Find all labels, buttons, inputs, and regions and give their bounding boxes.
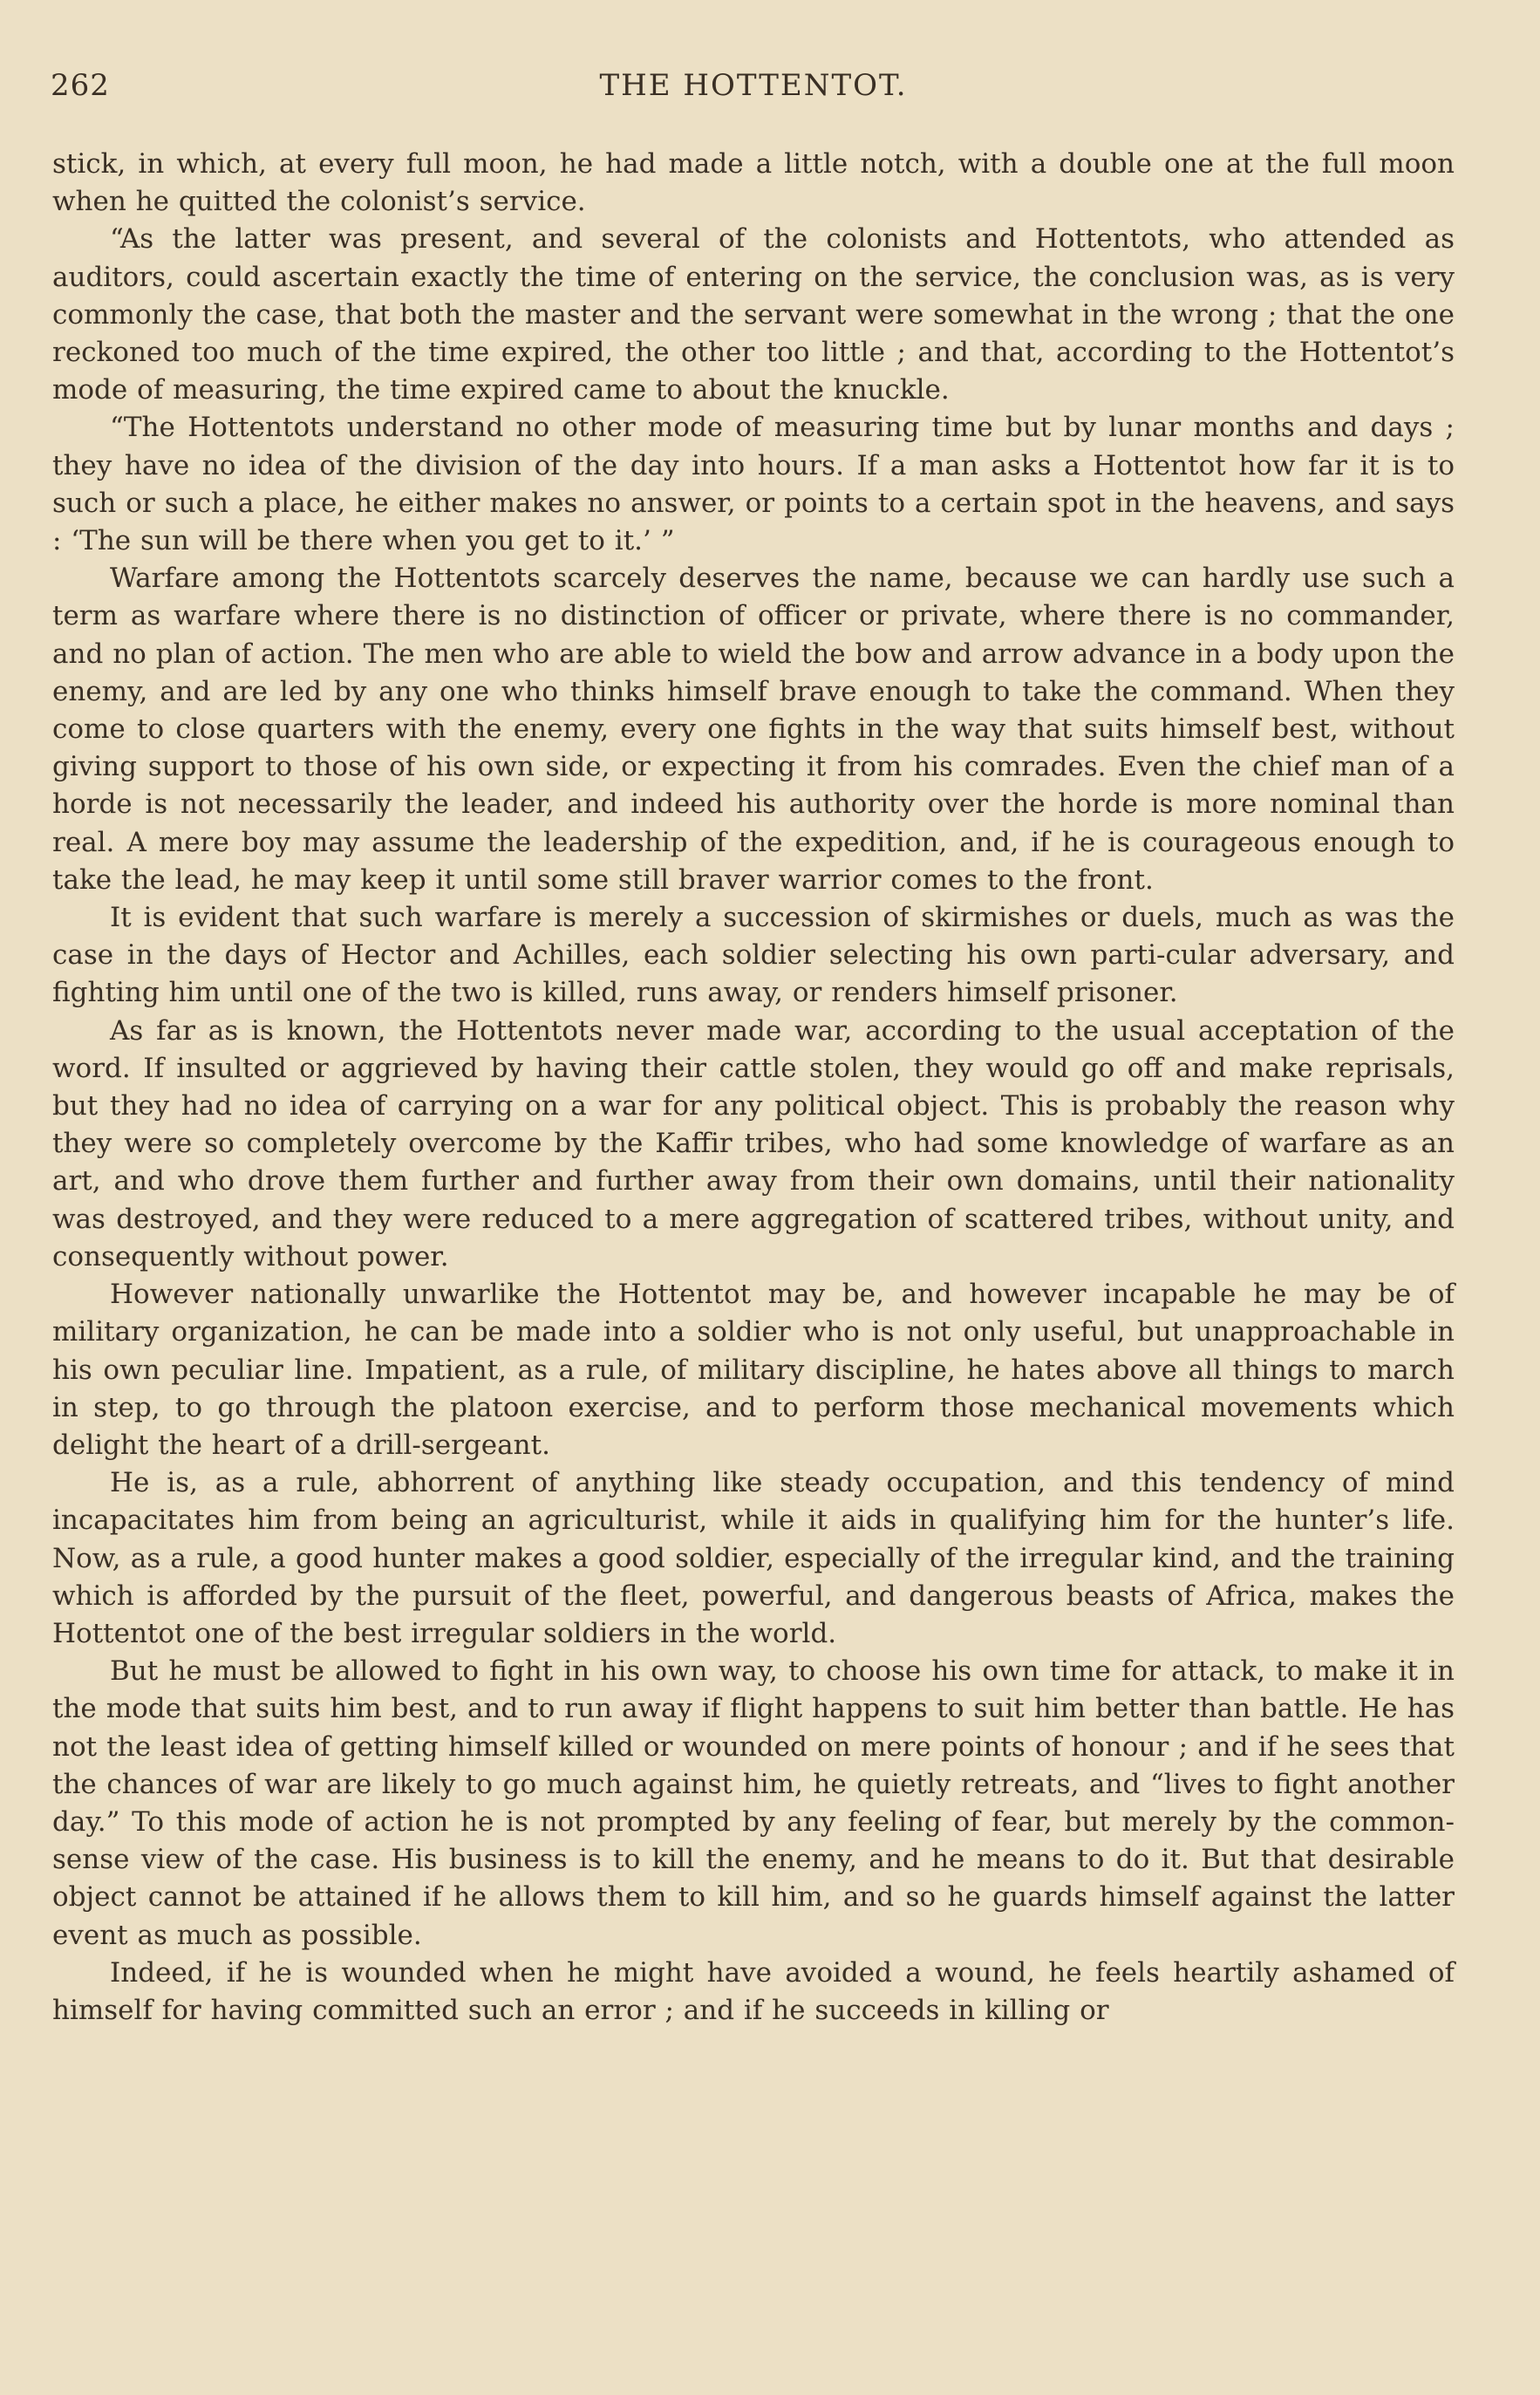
paragraph: It is evident that such warfare is merely a succession of skirmishes or duels, much as was the case in the days of Hector and Achilles, each soldier selecting his own parti-cular adversary, and fighting him until one of the two is killed, runs away, or renders himself prisoner. — [52, 902, 1455, 1009]
paragraph: However nationally unwarlike the Hottentot may be, and however incapable he may be of military organization, he can be made into a soldier who is not only useful, but unapproachable in his own peculiar line. Impatient, as a rule, of military discipline, he hates above all things to march in step, to go through the platoon exercise, and to perform those mechanical movements which delight the heart of a drill-sergeant. — [52, 1279, 1455, 1461]
paragraph: “The Hottentots understand no other mode of measuring time but by lunar months and days ; they have no idea of the division of the day into hours. If a man asks a Hottentot how far it is to such or such a place, he either makes no answer, or points to a certain spot in the heavens, and says : ‘The sun will be there when you get to it.’ ” — [52, 412, 1455, 557]
paragraph: He is, as a rule, abhorrent of anything like steady occupation, and this tendency of mind incapacitates him from being an agriculturist, while it aids in qualifying him for the hunter’s life. Now, as a rule, a good hunter makes a good soldier, especially of the irregular kind, and the training which is afforded by the pursuit of the fleet, powerful, and dangerous beasts of Africa, makes the Hottentot one of the best irregular soldiers in the world. — [52, 1467, 1455, 1649]
paragraph: Indeed, if he is wounded when he might have avoided a wound, he feels heartily ashamed of himself for having committed such an error ; and if he succeeds in killing or — [52, 1956, 1455, 2026]
paragraph: stick, in which, at every full moon, he had made a little notch, with a double one at the full moon when he quitted the colonist’s service. — [52, 148, 1455, 218]
paragraph: Warfare among the Hottentots scarcely deserves the name, because we can hardly use such a term as warfare where there is no distinction of officer or private, where there is no commander, and no plan of action. The men who are able to wield the bow and arrow advance in a body upon the enemy, and are led by any one who thinks himself brave enough to take the command. When they come to close quarters with the enemy, every one fights in the way that suits himself best, without giving support to those of his own side, or expecting it from his comrades. Even the chief man of a horde is not necessarily the leader, and indeed his authority over the horde is more nominal than real. A mere boy may assume the leadership of the expedition, and, if he is courageous enough to take the lead, he may keep it until some still braver warrior comes to the front. — [52, 563, 1455, 896]
page-header — [51, 68, 1456, 112]
paragraph: But he must be allowed to fight in his own way, to choose his own time for attack, to make it in the mode that suits him best, and to run away if flight happens to suit him better than battle. He has not the least idea of getting himself killed or wounded on mere points of honour ; and if he sees that the chances of war are likely to go much against him, he quietly retreats, and “lives to fight another day.” To this mode of action he is not prompted by any feeling of fear, but merely by the common-sense view of the case. His business is to kill the enemy, and he means to do it. But that desirable object cannot be attained if he allows them to kill him, and so he guards himself against the latter event as much as possible. — [52, 1655, 1455, 1951]
paragraph: As far as is known, the Hottentots never made war, according to the usual acceptation of the word. If insulted or aggrieved by having their cattle stolen, they would go off and make reprisals, but they had no idea of carrying on a war for any political object. This is probably the reason why they were so completely overcome by the Kaffir tribes, who had some knowledge of warfare as an art, and who drove them further and further away from their own domains, until their nationality was destroyed, and they were reduced to a mere aggregation of scattered tribes, without unity, and consequently without power. — [52, 1014, 1455, 1273]
body-text — [52, 146, 1455, 2030]
running-title: THE HOTTENTOT. — [599, 68, 908, 103]
page-number: 262 — [51, 68, 110, 103]
paragraph: “As the latter was present, and several of the colonists and Hottentots, who attended as auditors, could ascertain exactly the time of entering on the service, the conclusion was, as is very commonly the case, that both the master and the servant were somewhat in the wrong ; that the one reckoned too much of the time expired, the other too little ; and that, according to the Hottentot’s mode of measuring, the time expired came to about the knuckle. — [52, 223, 1455, 406]
